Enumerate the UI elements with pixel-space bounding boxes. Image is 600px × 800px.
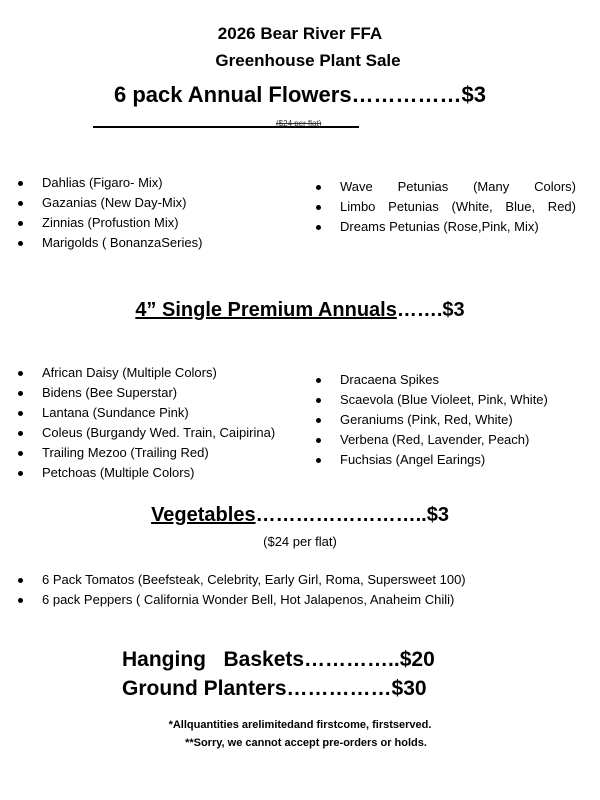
vegetables-heading-title: Vegetables bbox=[151, 504, 256, 526]
six-pack-heading: 6 pack Annual Flowers……………$3 bbox=[113, 82, 487, 107]
list-item: Gazanias (New Day-Mix) bbox=[12, 193, 202, 213]
six-pack-flat-note: ($24 per flat) bbox=[276, 119, 322, 128]
footer-note-preorders: **Sorry, we cannot accept pre-orders or holds. bbox=[185, 737, 427, 749]
list-item: Limbo Petunias (White, Blue, Red) bbox=[310, 197, 576, 217]
list-item: Coleus (Burgandy Wed. Train, Caipirina) bbox=[12, 423, 275, 443]
premium-list-left bbox=[12, 363, 275, 483]
premium-heading-title: 4” Single Premium Annuals bbox=[135, 299, 397, 321]
vegetables-heading-price: ……………………..$3 bbox=[255, 504, 449, 526]
list-item: 6 Pack Tomatos (Beefsteak, Celebrity, Early Girl, Roma, Supersweet 100) bbox=[12, 570, 466, 590]
ground-planters-price: Ground Planters……………$30 bbox=[122, 677, 427, 700]
list-item: Zinnias (Profustion Mix) bbox=[12, 213, 202, 233]
list-item: Scaevola (Blue Violeet, Pink, White) bbox=[310, 390, 548, 410]
list-item: Fuchsias (Angel Earings) bbox=[310, 450, 548, 470]
premium-heading-price: …….$3 bbox=[396, 299, 465, 321]
hanging-baskets-price: Hanging Baskets…………..$20 bbox=[122, 648, 435, 671]
list-item: Trailing Mezoo (Trailing Red) bbox=[12, 443, 275, 463]
title-line-1: 2026 Bear River FFA bbox=[217, 24, 383, 43]
list-item: Bidens (Bee Superstar) bbox=[12, 383, 275, 403]
vegetables-flat-note: ($24 per flat) bbox=[263, 534, 337, 549]
list-item: Verbena (Red, Lavender, Peach) bbox=[310, 430, 548, 450]
list-item: Dahlias (Figaro- Mix) bbox=[12, 173, 202, 193]
list-item: Dracaena Spikes bbox=[310, 370, 548, 390]
list-item: Wave Petunias (Many Colors) bbox=[310, 177, 576, 197]
list-item: Geraniums (Pink, Red, White) bbox=[310, 410, 548, 430]
list-item: Marigolds ( BonanzaSeries) bbox=[12, 233, 202, 253]
list-item: 6 pack Peppers ( California Wonder Bell, Hot Jalapenos, Anaheim Chili) bbox=[12, 590, 466, 610]
title-line-2: Greenhouse Plant Sale bbox=[215, 51, 401, 70]
premium-list-right bbox=[310, 370, 548, 470]
list-item: African Daisy (Multiple Colors) bbox=[12, 363, 275, 383]
list-item: Dreams Petunias (Rose,Pink, Mix) bbox=[310, 217, 576, 237]
vegetables-heading bbox=[0, 504, 600, 527]
list-item: Petchoas (Multiple Colors) bbox=[12, 463, 275, 483]
six-pack-list-right bbox=[310, 177, 576, 237]
footer-note-quantities: *Allquantities arelimitedand firstcome, firstserved. bbox=[168, 719, 432, 731]
list-item: Lantana (Sundance Pink) bbox=[12, 403, 275, 423]
premium-heading bbox=[0, 299, 600, 322]
six-pack-list-left bbox=[12, 173, 202, 253]
vegetables-list bbox=[12, 570, 466, 610]
